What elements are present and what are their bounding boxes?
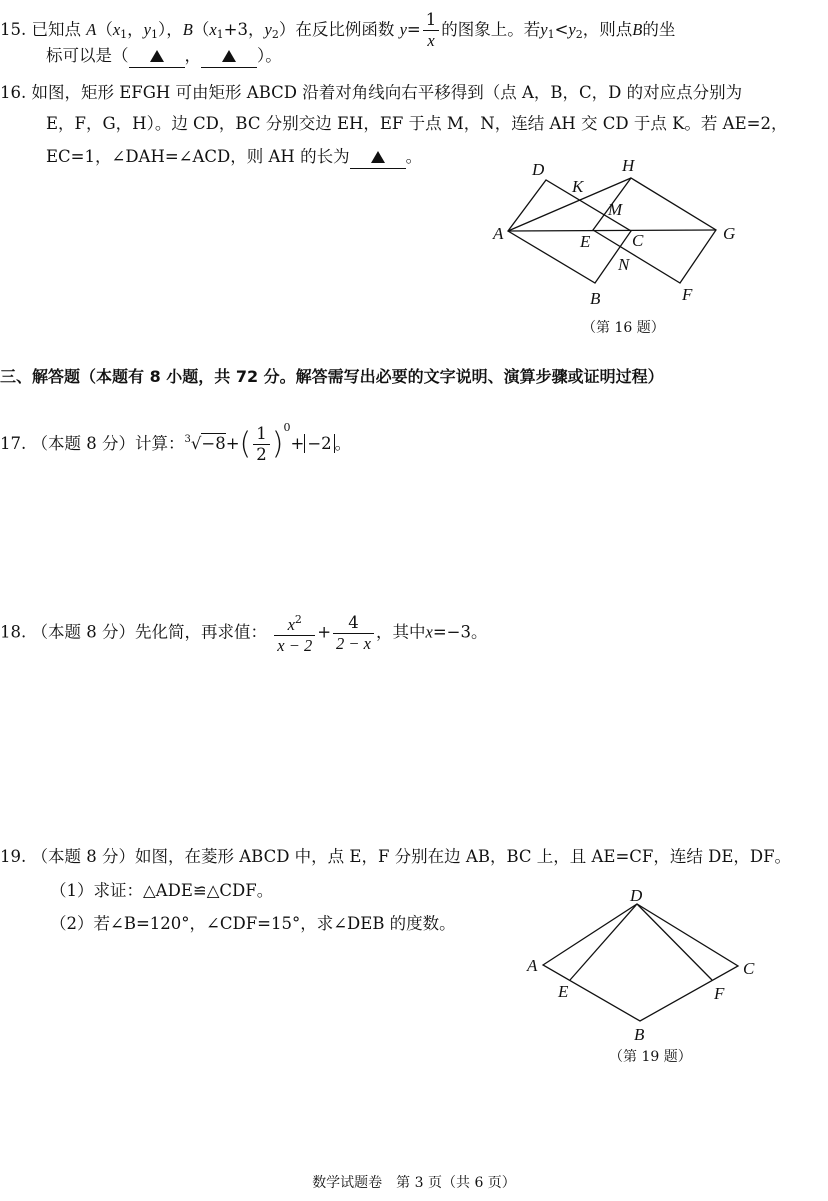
q15-fraction: $\frac{1}{x}$ — [423, 10, 440, 51]
q16-line2: E，F，G，H）。边 CD，BC 分别交边 EH，EF 于点 M，N，连结 AH 交 CD 于点 K。若 AE=2， — [46, 114, 788, 133]
q17-line: 17. （本题 8 分）计算：$^3$√−8+( $\frac{1}{2}$ )$^0$+ −2 。 — [0, 421, 352, 464]
label-k: K — [572, 177, 584, 196]
segment-df — [637, 904, 712, 980]
label-e: E — [580, 232, 591, 251]
q19-caption: （第 19 题） — [609, 1049, 692, 1065]
q15-number: 15. — [0, 20, 27, 39]
q16-number: 16. — [0, 83, 27, 102]
q18-line: 18. （本题 8 分）先化简，再求值： $\frac{x^2}{x - 2}$ + $\frac{4}{2 - x}$ ，其中x=−3。 — [0, 610, 488, 656]
page-footer: 数学试题卷 第 3 页（共 6 页） — [312, 1175, 516, 1191]
label-a: A — [493, 224, 504, 243]
q17-number: 17. — [0, 434, 27, 453]
label-c: C — [743, 959, 755, 978]
q19-part1: （1）求证：△ADE≌△CDF。 — [50, 881, 274, 900]
segment-de — [570, 904, 637, 980]
q19-number: 19. — [0, 847, 27, 866]
label-a: A — [527, 956, 538, 975]
q15-line1: 15. 已知点 $A(x_1$，$y_1$），$B(x_1+3$，$y_2$）在反比例函数 y= $\frac{1}{x}$ 的图象上。若$y_1<y_2$，则点B的坐 — [0, 10, 676, 50]
label-f: F — [714, 984, 725, 1003]
q16-line3: EC=1，∠DAH=∠ACD，则 AH 的长为 。 — [46, 146, 422, 169]
label-d: D — [630, 886, 643, 905]
q16-caption: （第 16 题） — [582, 320, 665, 336]
label-c: C — [632, 231, 644, 250]
label-d: D — [532, 160, 545, 179]
section-title: 三、解答题（本题有 8 小题，共 72 分。解答需写出必要的文字说明、演算步骤或证明过程） — [0, 367, 664, 386]
q19-part2: （2）若∠B=120°，∠CDF=15°，求∠DEB 的度数。 — [50, 914, 456, 933]
q15-line2: 标可以是（ ， ）。 — [46, 45, 282, 68]
label-h: H — [622, 156, 635, 175]
label-m: M — [608, 200, 623, 219]
q19-line1: 19. （本题 8 分）如图，在菱形 ABCD 中，点 E，F 分别在边 AB，BC 上，且 AE=CF，连结 DE，DF。 — [0, 847, 792, 866]
label-g: G — [723, 224, 736, 243]
rhombus-abcd — [543, 904, 738, 1021]
q16-line1: 16. 如图，矩形 EFGH 可由矩形 ABCD 沿着对角线向右平移得到（点 A，B，C，D 的对应点分别为 — [0, 83, 743, 102]
radical-icon: √ — [190, 434, 202, 453]
label-b: B — [590, 289, 601, 308]
label-b: B — [634, 1025, 645, 1044]
q18-number: 18. — [0, 622, 27, 642]
label-n: N — [618, 255, 630, 274]
label-f: F — [682, 285, 693, 304]
label-e: E — [558, 982, 569, 1001]
